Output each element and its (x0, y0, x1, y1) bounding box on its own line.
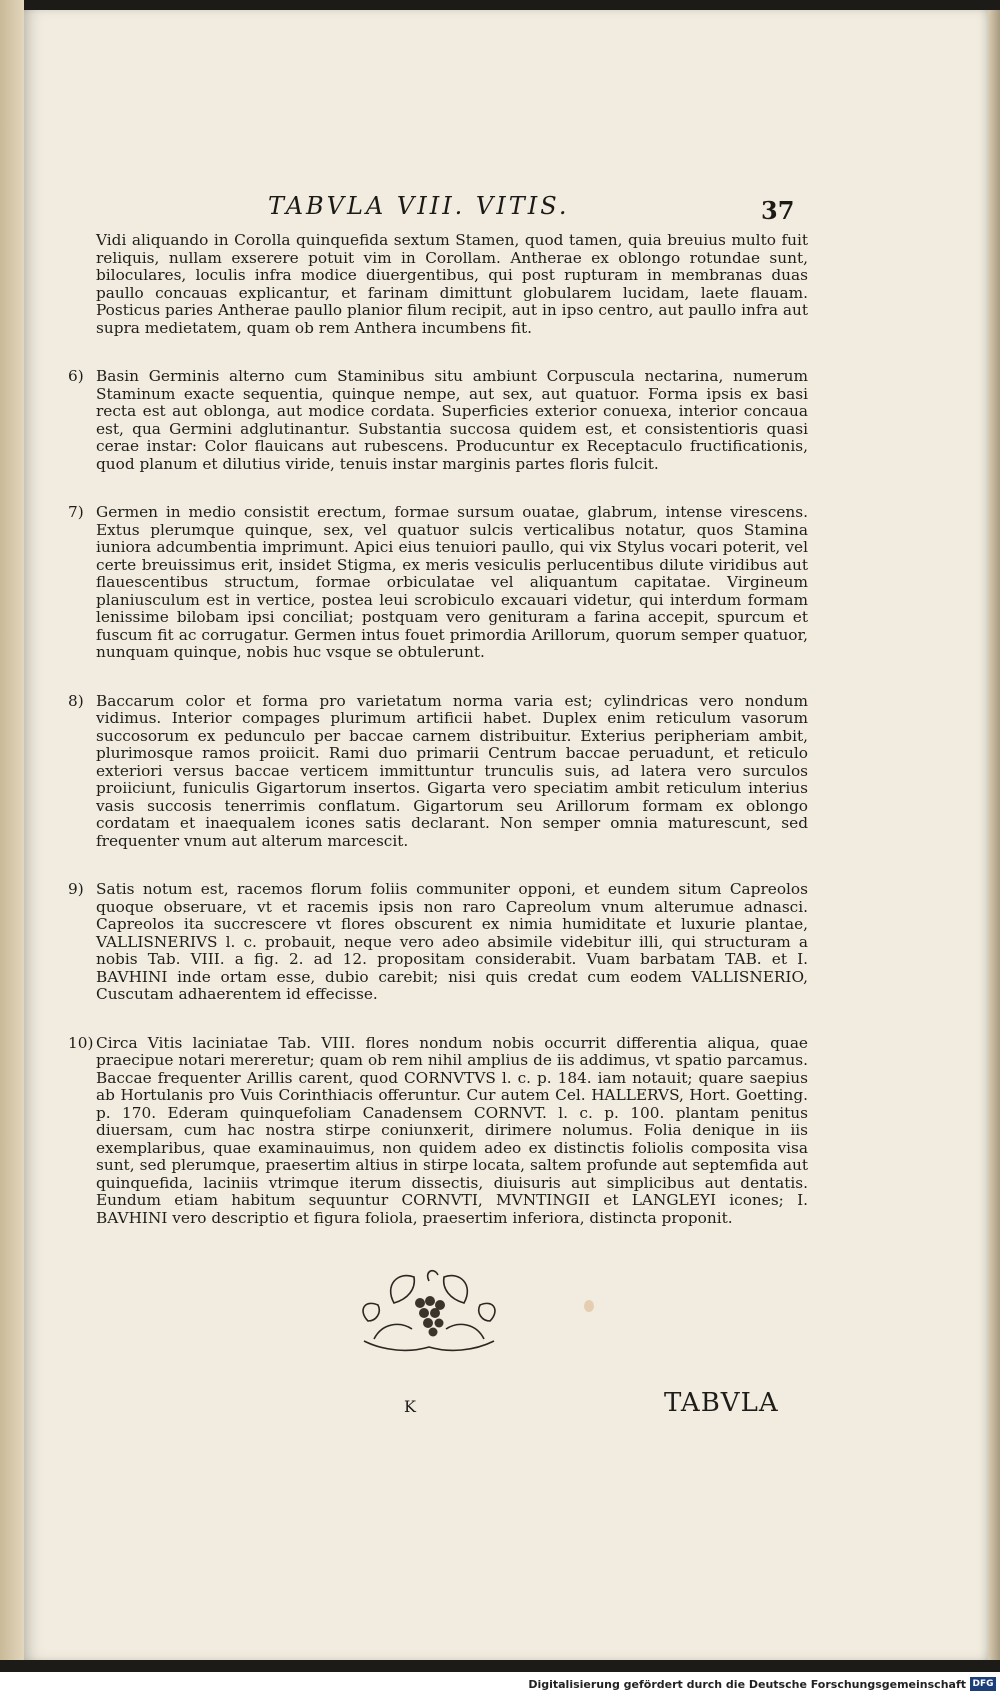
paragraph-text: Baccarum color et forma pro varietatum norma varia est; cylindricas vero nondum vidimus. Interior compages plurimum artificii habet. Duplex enim reticulum vasorum succosorum ex pedunculo per baccae carnem distribuitur. Exterius peripheriam ambit, plurimosque ramos proiicit. Rami duo primarii Centrum baccae peruadunt, et reticulo exteriori versus baccae verticem immittuntur trunculis suis, ad latera vero surculos proiiciunt, funiculis Gigartorum insertos. Gigarta vero speciatim ambit reticulum interius vasis succosis tenerrimis conflatum. Gigartorum seu Arillorum formam ex oblongo cordatam et inaequalem icones satis declarant. Non semper omnia maturescunt, sed frequenter vnum aut alterum marcescit. (96, 691, 808, 850)
paragraph-text: Vidi aliquando in Corolla quinquefida sextum Stamen, quod tamen, quia breuius multo fuit reliquis, nullam exserere potuit vim in Corollam. Antherae ex oblongo rotundae sunt, biloculares, loculis infra modice diuergentibus, qui post rupturam in membranas duas paullo concauas explicantur, et farinam dimittunt globularem lucidam, laete flauam. Posticus paries Antherae paullo planior filum recipit, aut in ipso centro, aut paullo infra aut supra medietatem, quam ob rem Anthera incumbens fit. (96, 231, 808, 337)
paragraph-9 (68, 881, 808, 1004)
page-number: 37 (761, 196, 795, 225)
paragraph-10 (68, 1035, 808, 1228)
dfg-logo-icon: DFG (970, 1677, 996, 1691)
paper-stain (584, 1300, 594, 1312)
paragraph-continuation (68, 232, 808, 337)
signature-mark: K (404, 1397, 416, 1416)
footer-bar (0, 1672, 1000, 1698)
page-header (24, 192, 988, 232)
footer-credit: Digitalisierung gefördert durch die Deutsche Forschungsgemeinschaft (528, 1678, 966, 1691)
paragraph-text: Satis notum est, racemos florum foliis communiter opponi, et eundem situm Capreolos quoque obseruare, vt et racemis ipsis non raro Capreolum vnum alterumue adnasci. Capreolos ita succrescere vt flores obscurent ex nimia humiditate et luxurie plantae, VALLISNERIVS l. c. probauit, neque vero adeo absimile videbitur illi, qui structuram a nobis Tab. VIII. a fig. 2. ad 12. propositam considerabit. Vuam barbatam TAB. et I. BAVHINI inde ortam esse, dubio carebit; nisi quis credat cum eodem VALLISNERIO, Cuscutam adhaerentem id effecisse. (96, 880, 808, 1003)
paragraph-7 (68, 504, 808, 662)
paragraph-number: 8) (68, 691, 84, 710)
facing-page-edge (0, 0, 24, 1660)
running-title: TABVLA VIII. VITIS. (268, 192, 570, 220)
paragraph-number: 6) (68, 367, 84, 385)
paragraph-text: Germen in medio consistit erectum, formae sursum ouatae, glabrum, intense virescens. Extus plerumque quinque, sex, vel quatuor sulcis verticalibus notatur, quos Stamina iuniora adcumbentia imprimunt. Apici eius tenuiori paullo, qui vix Stylus vocari poterit, vel certe breuissimus erit, insidet Stigma, ex meris vesiculis perlucentibus dilute viridibus aut flauescentibus structum, formae orbiculatae vel aliquantum capitatae. Virgineum planiusculum est in vertice, postea leui scrobiculo excauari videtur, qui interdum formam lenissime bilobam ipsi conciliat; postquam vero genituram a farina accepit, spurcum et fuscum fit ac corrugatur. Germen intus fouet primordia Arillorum, quorum semper quatuor, nunquam quinque, nobis huc vsque se obtulerunt. (96, 503, 808, 661)
grapevine-ornament-icon (354, 1263, 504, 1355)
paragraph-8 (68, 693, 808, 851)
page-body (68, 232, 808, 1258)
page-edge-right (988, 10, 1000, 1660)
book-page (24, 10, 988, 1660)
paragraph-number: 7) (68, 503, 84, 521)
paragraph-6 (68, 368, 808, 473)
paragraph-text: Basin Germinis alterno cum Staminibus situ ambiunt Corpuscula nectarina, numerum Staminum exacte sequentia, quinque nempe, aut sex, aut quatuor. Forma ipsis ex basi recta est aut oblonga, aut modice cordata. Superficies exterior conuexa, interior concaua est, qua Germini adglutinantur. Substantia succosa quidem est, et consistentioris quasi cerae instar: Color flauicans aut rubescens. Producuntur ex Receptaculo fructificationis, quod planum et dilutius viride, tenuis instar marginis partes floris fulcit. (96, 367, 808, 473)
catchword: TABVLA (664, 1388, 779, 1418)
paragraph-number: 9) (68, 880, 84, 898)
paragraph-number: 10) (68, 1033, 94, 1052)
paragraph-text: Circa Vitis laciniatae Tab. VIII. flores nondum nobis occurrit differentia aliqua, quae praecipue notari mereretur; quam ob rem nihil amplius de iis addimus, vt spatio parcamus. Baccae frequenter Arillis carent, quod CORNVTVS l. c. p. 184. iam notauit; quare saepius ab Hortulanis pro Vuis Corinthiacis offeruntur. Cur autem Cel. HALLERVS, Hort. Goetting. p. 170. Ederam quinquefoliam Canadensem CORNVT. l. c. p. 100. plantam penitus diuersam, cum hac nostra stirpe coniunxerit, dirimere nolumus. Folia denique in iis exemplaribus, quae examinauimus, non quidem adeo ex distinctis foliolis composita visa sunt, sed plerumque, praesertim altius in stirpe locata, saltem profunde aut septemfida aut quinquefida, laciniis vtrimque iterum dissectis, diuisuris aut simplicibus aut dentatis. Eundum etiam habitum sequuntur CORNVTI, MVNTINGII et LANGLEYI icones; I. BAVHINI vero descriptio et figura foliola, praesertim inferiora, distincta proponit. (96, 1033, 808, 1227)
